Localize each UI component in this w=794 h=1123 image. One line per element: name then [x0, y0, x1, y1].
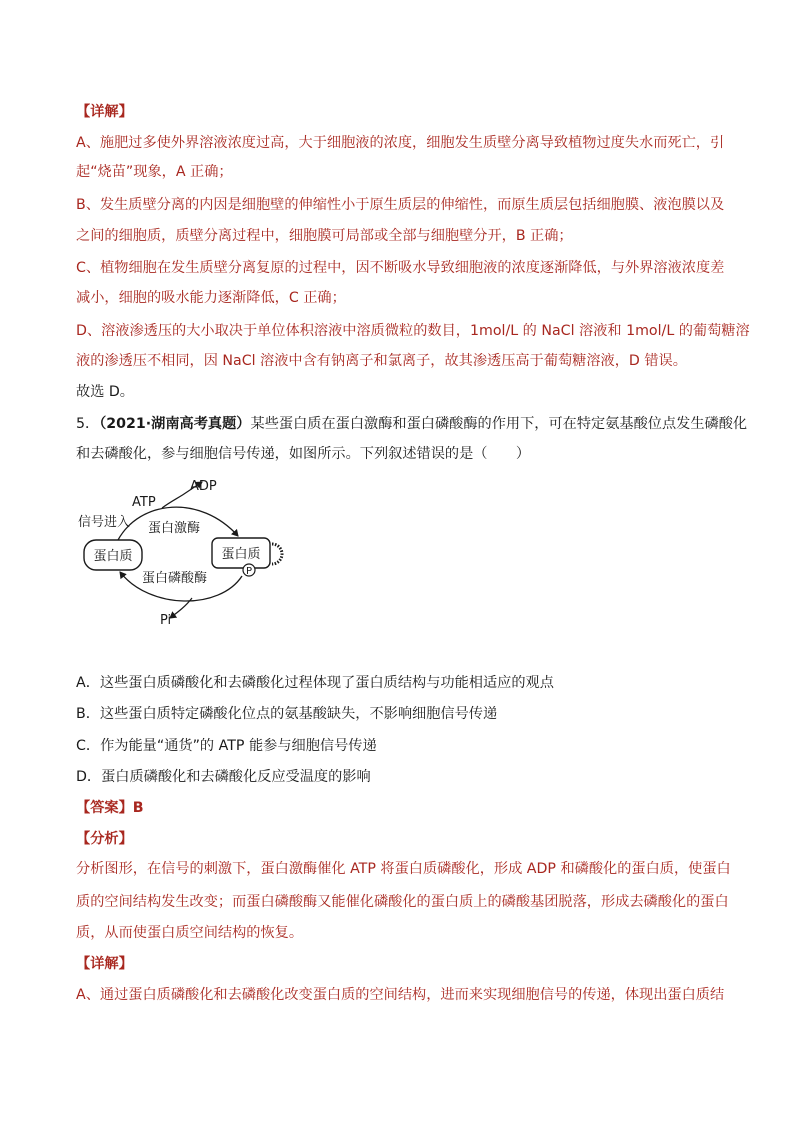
atp-label: ATP [132, 495, 156, 510]
question-line-1 [76, 415, 747, 433]
question-source: （2021·湖南高考真题） [99, 416, 251, 432]
detail-line: 液的渗透压不相同，因 NaCl 溶液中含有钠离子和氯离子，故其渗透压高于葡萄糖溶液，D 错误。 [76, 353, 687, 369]
detail-line: B、发生质壁分离的内因是细胞壁的伸缩性小于原生质层的伸缩性，而原生质层包括细胞膜、液泡膜以及 [76, 197, 725, 213]
question-line-2: 和去磷酸化，参与细胞信号传递，如图所示。下列叙述错误的是（ ） [76, 446, 531, 462]
adp-label: ADP [190, 479, 217, 494]
detail-line: 之间的细胞质，质壁分离过程中，细胞膜可局部或全部与细胞壁分开，B 正确； [76, 228, 573, 244]
conformation-change-mark [272, 544, 282, 564]
option-d[interactable]: D．蛋白质磷酸化和去磷酸化反应受温度的影响 [76, 769, 371, 785]
option-a[interactable]: A．这些蛋白质磷酸化和去磷酸化过程体现了蛋白质结构与功能相适应的观点 [76, 675, 554, 691]
protein-left-label: 蛋白质 [93, 549, 133, 564]
analysis-line: 质，从而使蛋白质空间结构的恢复。 [76, 925, 304, 941]
analysis-line: 分析图形，在信号的刺激下，蛋白激酶催化 ATP 将蛋白质磷酸化，形成 ADP 和磷酸化的蛋白质，使蛋白 [76, 861, 731, 877]
question-text: 某些蛋白质在蛋白激酶和蛋白磷酸酶的作用下，可在特定氨基酸位点发生磷酸化 [250, 416, 748, 432]
option-c[interactable]: C．作为能量“通货”的 ATP 能参与细胞信号传递 [76, 738, 377, 754]
answer: 【答案】B [76, 800, 144, 816]
detail-line: C、植物细胞在发生质壁分离复原的过程中，因不断吸水导致细胞液的浓度逐渐降低，与外界溶液浓度差 [76, 260, 725, 276]
question-number: 5． [76, 416, 100, 432]
kinase-label: 蛋白激酶 [148, 521, 201, 536]
option-b[interactable]: B．这些蛋白质特定磷酸化位点的氨基酸缺失，不影响细胞信号传递 [76, 706, 498, 722]
detail-line: 减小，细胞的吸水能力逐渐降低，C 正确； [76, 290, 346, 306]
detail2-line: A、通过蛋白质磷酸化和去磷酸化改变蛋白质的空间结构，进而来实现细胞信号的传递，体现出蛋白质结 [76, 987, 725, 1003]
analysis-heading: 【分析】 [76, 831, 133, 847]
detail-heading: 【详解】 [76, 104, 133, 120]
phosphate-label: P [245, 566, 253, 577]
protein-right-label: 蛋白质 [221, 547, 261, 562]
phosphorylation-diagram [70, 472, 300, 632]
detail-conclusion: 故选 D。 [76, 384, 134, 400]
pi-label: Pi [160, 613, 172, 628]
detail-line: D、溶液渗透压的大小取决于单位体积溶液中溶质微粒的数目，1mol/L 的 NaCl 溶液和 1mol/L 的葡萄糖溶 [76, 323, 750, 339]
analysis-line: 质的空间结构发生改变；而蛋白磷酸酶又能催化磷酸化的蛋白质上的磷酸基团脱落，形成去磷酸化的蛋白 [76, 894, 729, 910]
detail-line: A、施肥过多使外界溶液浓度过高，大于细胞液的浓度，细胞发生质壁分离导致植物过度失水而死亡，引 [76, 135, 725, 151]
detail-line: 起“烧苗”现象，A 正确； [76, 164, 233, 180]
phosphatase-label: 蛋白磷酸酶 [142, 571, 208, 586]
signal-in-label: 信号进入 [78, 515, 131, 530]
detail2-heading: 【详解】 [76, 956, 133, 972]
